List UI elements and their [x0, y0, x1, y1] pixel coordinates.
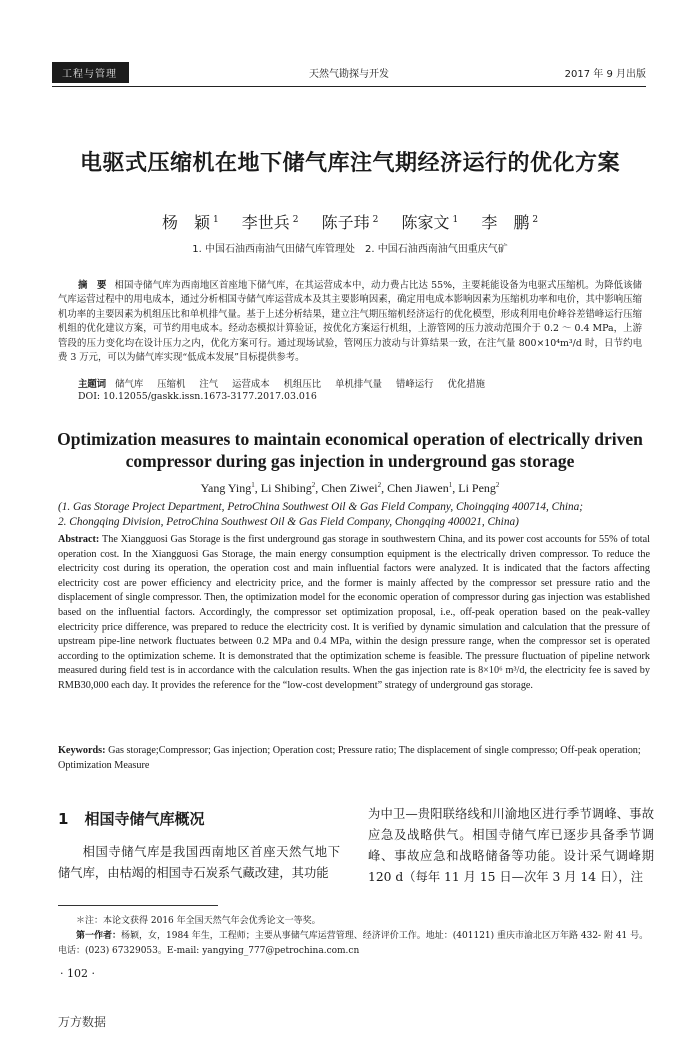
affiliation-en-line: (1. Gas Storage Project Department, PetroChina Southwest Oil & Gas Field Company, Choingqing 400714, China; [58, 501, 584, 513]
section-heading [58, 808, 204, 829]
abstract-en-text: The Xiangguosi Gas Storage is the first underground gas storage in southwestern China, and its power cost accounts for 55% of total operation cost. In the Xiangguosi Gas Storage, the main energy consumption equipment is the electrically driven compressor. To reduce the electricity cost during its operation, the operation cost and main influential factors were analyzed. It is indicated that the factors affecting electricity cost are power efficiency and electricity price, and the former is mainly affected by the compressor set pressure ratio and the displacement of single compressor. Then, the optimization model for the economic operation of compressor during gas injection was established based on the influential factors. Accordingly, the compressor set optimization proposal, i.e., off-peak operation based on the peak-valley electricity price difference, was prepared to reduce the electricity cost. It is verified by dynamic simulation and calculation that the pressure of upstream pipe-line network fluctuates between 0.2 MPa and 0.4 MPa, within the design pressure range, when the compressor set is operated according to the optimization scheme. It is demonstrated that the optimization scheme is feasible. The pressure fluctuation of pipeline network measured during field test is in accordance with the calculation results. When the gas injection rate is 8×10⁶ m³/d, the electricity fee is saved by RMB30,000 each day. It provides the reference for the “low-cost development” strategy of underground gas storage. [58, 534, 650, 691]
author-cn: 陈子玮 $^2$ [321, 213, 379, 232]
footnote-author-text: 杨颖，女，1984 年生，工程师；主要从事储气库运营管理、经济评价工作。地址：(401121) 重庆市渝北区万年路 432- 附 41 号。电话：(023) 67329053。E-mail: yangying_777@petrochina.com.cn [58, 931, 649, 956]
title-cn: 电驱式压缩机在地下储气库注气期经济运行的优化方案 [79, 151, 620, 176]
keywords-en-text: Gas storage;Compressor; Gas injection; Operation cost; Pressure ratio; The displacement of single compresso; Off-peak operation; Optimization Measure [58, 745, 641, 771]
footnote-rule [58, 905, 218, 906]
authors-en: Yang Ying$^1$, Li Shibing$^2$, Chen Ziwei$^2$, Chen Jiawen$^1$, Li Peng$^2$ [200, 481, 500, 495]
doi: DOI: 10.12055/gaskk.issn.1673-3177.2017.03.016 [78, 391, 317, 402]
running-header [52, 62, 646, 84]
abstract-cn-text: 相国寺储气库为西南地区首座地下储气库，在其运营成本中，动力费占比达 55%，主要耗能设备为电驱式压缩机。为降低该储气库运营过程中的用电成本，通过分析相国寺储气库运营成本及其主要影响因素，确定用电成本影响因素为压缩机功率和电价，其中影响压缩机功率的主要因素为机组压比和单机排气量。基于上述分析结果，建立注气期压缩机经济运行的优化模型，形成利用电价峰谷差错峰运行压缩机组的优化建议方案，可节约用电成本。经动态模拟计算验证，按优化方案运行机组，上游管网的压力波动范围介于 0.2 ～ 0.4 MPa，上游管段的压力变化均在设计压力之内，优化方案可行。通过现场试验，管网压力波动与计算结果一致，在注气量 800×10⁴m³/d 时，日节约电费 3 万元，可以为储气库实现“低成本发展”目标提供参考。 [58, 280, 642, 364]
footnote-author-label: 第一作者： [76, 931, 122, 941]
header-rule [52, 86, 646, 87]
watermark: 万方数据 [58, 1015, 107, 1029]
keyword-cn: 优化措施 [447, 379, 486, 390]
author-cn: 李 鹏 $^2$ [481, 213, 539, 232]
keyword-cn: 储气库 [115, 379, 144, 390]
keywords-cn-label: 主题词 [78, 379, 107, 390]
author-en: Chen Ziwei$^2$ [321, 481, 382, 495]
footnote-award: ＊注：本论文获得 2016 年全国天然气年会优秀论文一等奖。 [76, 916, 321, 926]
keyword-cn: 错峰运行 [396, 379, 434, 390]
author-cn: 杨 颖 $^1$ [161, 213, 219, 232]
section-title: 相国寺储气库概况 [84, 810, 205, 828]
keyword-cn: 单机排气量 [335, 379, 383, 390]
section-number: 1 [58, 810, 69, 828]
abstract-cn [58, 279, 642, 365]
keyword-cn: 注气 [199, 379, 219, 390]
author-en: Yang Ying$^1$ [200, 481, 255, 495]
abstract-en-label: Abstract: [58, 534, 100, 545]
affiliation-en-line: 2. Chongqing Division, PetroChina Southwest Oil & Gas Field Company, Chongqing 400021, China) [58, 516, 519, 528]
journal-name: 天然气勘探与开发 [309, 69, 389, 80]
title-en: Optimization measures to maintain economical operation of electrically driven compressor during gas injection in underground gas storage [57, 429, 643, 471]
author-cn: 李世兵 $^2$ [241, 213, 299, 232]
author-en: Li Peng$^2$ [458, 481, 500, 495]
affiliation-cn: 1. 中国石油西南油气田储气库管理处 2. 中国石油西南油气田重庆气矿 [192, 244, 508, 255]
keywords-en [58, 744, 650, 773]
keyword-cn: 运营成本 [232, 379, 270, 390]
abstract-cn-label: 摘 要 [78, 280, 107, 291]
author-en: Li Shibing$^2$ [260, 481, 316, 495]
authors-cn [0, 210, 700, 233]
abstract-en [58, 533, 650, 694]
body-column-left: 相国寺储气库是我国西南地区首座天然气地下储气库，由枯竭的相国寺石炭系气藏改建，其功能 [58, 845, 340, 880]
keywords-en-label: Keywords: [58, 745, 106, 756]
footnote-author [58, 929, 650, 959]
author-cn: 陈家文 $^1$ [401, 213, 459, 232]
affiliation-en [58, 500, 650, 530]
section-tag: 工程与管理 [52, 62, 129, 83]
keywords-cn [58, 376, 642, 390]
issue-date: 2017 年 9 月出版 [564, 69, 646, 80]
page-number: · 102 · [60, 967, 95, 980]
author-en: Chen Jiawen$^1$ [387, 481, 453, 495]
keyword-cn: 机组压比 [283, 379, 322, 390]
body-column-right: 为中卫—贵阳联络线和川渝地区进行季节调峰、事故应急及战略供气。相国寺储气库已逐步具备季节调峰、事故应急和战略储备等功能。设计采气调峰期 120 d（每年 11 月 15 日—次年 3 月 14 日），注 [368, 807, 654, 884]
keyword-cn: 压缩机 [157, 379, 186, 390]
